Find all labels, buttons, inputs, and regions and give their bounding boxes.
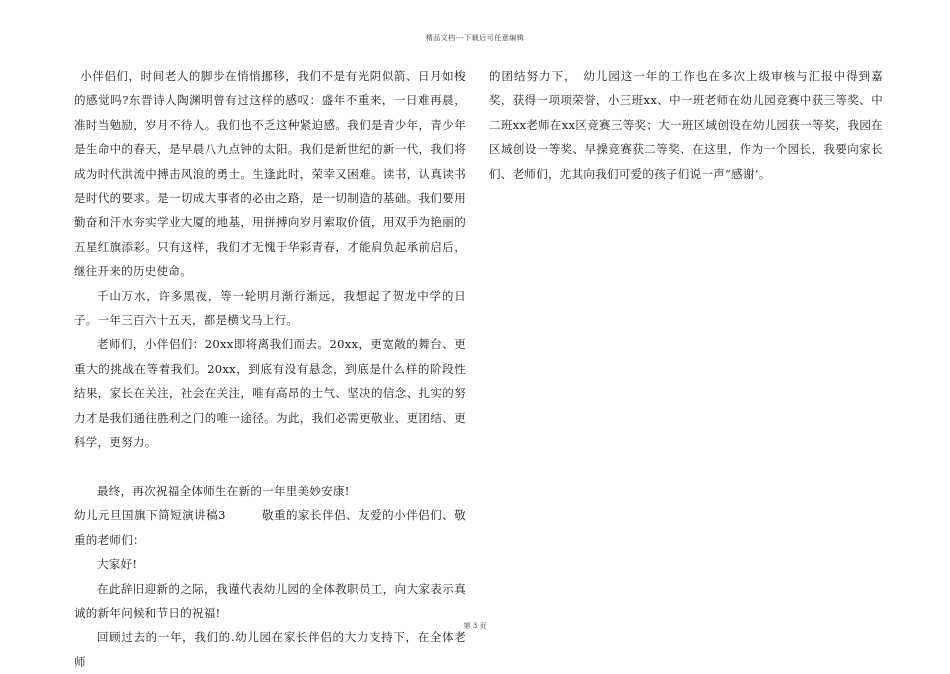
- paragraph-2: 千山万水，许多黑夜，等一轮明月渐行渐远，我想起了贺龙中学的日子。一年三百六十五天，都是横戈马上行。: [74, 288, 466, 328]
- paragraph-7: 的团结努力下， 幼儿园这一年的工作也在多次上级审核与汇报中得到嘉奖，获得一项项荣誉，小三班xx、中一班老师在幼儿园竞赛中获三等奖、中二班xx老师在xx区竞赛三等奖；大一班区域创设在幼儿园获一等奖，我园在区域创设一等奖、早操竞赛获二等奖、在这里，作为一个园长，我要向家长们、老师们，尤其向我们可爱的孩子们说一声“感谢’。: [489, 69, 883, 181]
- speech-title-line: 幼儿元旦国旗下简短演讲稿3 敬重的家长伴侣、友爱的小伴侣们、敬重的老师们：: [74, 508, 466, 547]
- paragraph-spacer: [74, 455, 466, 479]
- paragraph-6: 回顾过去的一年，我们的.幼儿园在家长伴侣的大力支持下，在全体老师: [74, 630, 466, 669]
- left-column: [74, 64, 466, 674]
- paragraph-1: 小伴侣们，时间老人的脚步在悄悄挪移，我们不是有光阴似箭、日月如梭的感觉吗?东晋诗人陶渊明曾有过这样的感叹：盛年不重来，一日难再晨，准时当勉励，岁月不待人。我们也不乏这种紧迫感。我们是青少年，青少年是生命中的春天，是早晨八九点钟的太阳。我们是新世纪的新一代，我们将成为时代洪流中搏击风浪的勇士。生逢此时，荣幸又困难。读书，认真读书是时代的要求。是一切成大事者的必由之路，是一切制造的基础。我们要用勤奋和汗水夯实学业大厦的地基，用拼搏向岁月索取价值，用双手为艳丽的五星红旗添彩。只有这样，我们才无愧于华彩青春，才能肩负起承前启后，继往开来的历史使命。: [74, 69, 466, 279]
- page-header: 精品文档---下载后可任意编辑: [425, 34, 525, 42]
- paragraph-3: 老师们，小伴侣们：20xx即将离我们而去。20xx，更宽敞的舞台、更重大的挑战在等着我们。20xx，到底有没有悬念，到底是什么样的阶段性结果，家长在关注，社会在关注，唯有高昂的士气、坚决的信念、扎实的努力才是我们通往胜利之门的唯一途径。为此，我们必需更敬业、更团结、更科学，更努力。: [74, 337, 466, 450]
- greeting: 大家好!: [97, 557, 138, 572]
- page-number: 第 3 页: [463, 622, 487, 630]
- right-column: [489, 64, 883, 186]
- paragraph-4: 最终，再次祝福全体师生在新的一年里美妙安康!: [97, 483, 350, 498]
- paragraph-5: 在此辞旧迎新的之际，我谨代表幼儿园的全体教职员工，向大家表示真诚的新年问候和节日的祝福!: [74, 581, 466, 620]
